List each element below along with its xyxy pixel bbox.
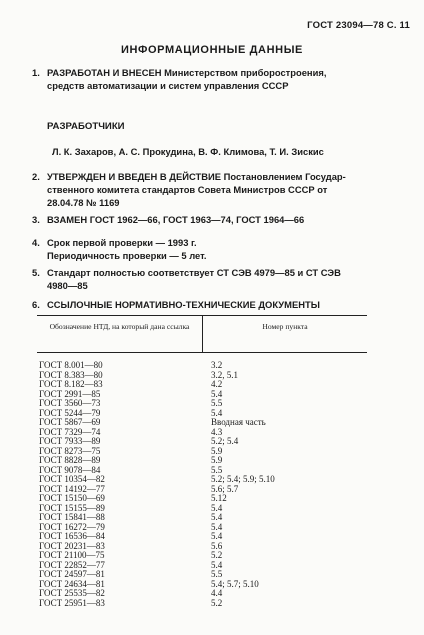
clause-cell: 5.4 xyxy=(211,531,223,541)
clause-cell: 5.4 xyxy=(211,512,223,522)
document-cell: ГОСТ 3560—73 xyxy=(39,398,101,408)
document-cell: ГОСТ 9078—84 xyxy=(39,464,101,475)
item-line: 28.04.78 № 1169 xyxy=(47,197,120,208)
col-header-clause: Номер пункта xyxy=(262,322,308,331)
references-table xyxy=(37,315,367,608)
clause-cell: 5.4 xyxy=(211,407,223,418)
document-cell: ГОСТ 15841—88 xyxy=(39,512,105,522)
clause-cell: 5.5 xyxy=(211,464,223,475)
document-cell: ГОСТ 22852—77 xyxy=(39,559,105,570)
item-line: средств автоматизации и систем управления СССР xyxy=(47,80,289,91)
item-line: Срок первой проверки — 1993 г. xyxy=(47,237,197,248)
clause-cell: 5.2 xyxy=(211,550,223,560)
item-line: Периодичность проверки — 5 лет. xyxy=(47,250,207,261)
item-1 xyxy=(34,66,408,92)
document-cell: ГОСТ 14192—77 xyxy=(39,483,105,494)
clause-cell: 5.4 xyxy=(211,388,223,399)
document-cell: ГОСТ 8828—89 xyxy=(39,455,101,465)
clause-cell: 3.2 xyxy=(211,360,223,370)
clause-cell: 5.12 xyxy=(211,493,227,503)
item-line: ВЗАМЕН ГОСТ 1962—66, ГОСТ 1963—74, ГОСТ 1964—66 xyxy=(47,214,305,225)
document-cell: ГОСТ 2991—85 xyxy=(39,388,101,399)
item-line: Стандарт полностью соответствует СТ СЭВ 4979—85 и СТ СЭВ xyxy=(47,267,341,278)
document-cell: ГОСТ 16536—84 xyxy=(39,531,105,541)
document-cell: ГОСТ 5867—69 xyxy=(39,417,101,427)
document-cell: ГОСТ 8273—75 xyxy=(39,445,101,456)
item-line: 4980—85 xyxy=(47,280,88,291)
clause-cell: 5.4; 5.7; 5.10 xyxy=(211,578,259,589)
clause-cell: 5.6; 5.7 xyxy=(211,483,239,494)
document-cell: ГОСТ 8.001—80 xyxy=(39,360,103,370)
item-4 xyxy=(34,236,408,262)
table-row xyxy=(37,599,367,609)
item-number: 6. xyxy=(32,299,40,310)
document-cell: ГОСТ 5244—79 xyxy=(39,407,101,418)
item-number: 2. xyxy=(32,171,40,182)
item-5 xyxy=(34,266,408,292)
clause-cell: 3.2, 5.1 xyxy=(211,369,238,380)
document-cell: ГОСТ 10354—82 xyxy=(39,474,105,484)
item-line: УТВЕРЖДЕН И ВВЕДЕН В ДЕЙСТВИЕ Постановлением Государ- xyxy=(47,171,346,182)
item-2 xyxy=(34,170,408,209)
item-number: 3. xyxy=(32,214,40,225)
page-header: ГОСТ 23094—78 С. 11 xyxy=(307,20,410,31)
developers-label: РАЗРАБОТЧИКИ xyxy=(47,121,125,132)
clause-cell: 5.4 xyxy=(211,502,223,513)
developers-list: Л. К. Захаров, А. С. Прокудина, В. Ф. Климова, Т. И. Зискис xyxy=(52,146,324,157)
clause-cell: 4.3 xyxy=(211,426,223,437)
document-cell: ГОСТ 24634—81 xyxy=(39,578,105,589)
document-cell: ГОСТ 21100—75 xyxy=(39,550,105,560)
clause-cell: 5.9 xyxy=(211,455,223,465)
col-header-document: Обозначение НТД, на который дана ссылка xyxy=(37,316,203,352)
clause-cell: 5.4 xyxy=(211,521,223,532)
clause-cell: 5.5 xyxy=(211,398,223,408)
document-cell: ГОСТ 15155—89 xyxy=(39,502,105,513)
document-cell: ГОСТ 8.182—83 xyxy=(39,379,103,389)
clause-cell: 5.5 xyxy=(211,569,223,579)
document-cell: ГОСТ 15150—69 xyxy=(39,493,105,503)
document-cell: ГОСТ 24597—81 xyxy=(39,569,105,579)
clause-cell: 5.2; 5.4 xyxy=(211,436,239,446)
item-line: РАЗРАБОТАН И ВНЕСЕН Министерством приборостроения, xyxy=(47,67,327,78)
clause-cell: 4.2 xyxy=(211,379,223,389)
document-cell: ГОСТ 8.383—80 xyxy=(39,369,103,380)
clause-cell: 5.4 xyxy=(211,559,223,570)
document-cell: ГОСТ 16272—79 xyxy=(39,521,105,532)
clause-cell: 5.9 xyxy=(211,445,223,456)
item-number: 5. xyxy=(32,267,40,278)
table-body xyxy=(37,361,367,608)
section-title: ИНФОРМАЦИОННЫЕ ДАННЫЕ xyxy=(120,44,303,56)
item-line: ССЫЛОЧНЫЕ НОРМАТИВНО-ТЕХНИЧЕСКИЕ ДОКУМЕНТЫ xyxy=(47,299,320,310)
item-number: 1. xyxy=(32,67,40,78)
clause-cell: 5.2; 5.4; 5.9; 5.10 xyxy=(211,474,275,484)
item-line: ственного комитета стандартов Совета Министров СССР от xyxy=(47,184,328,195)
item-number: 4. xyxy=(32,237,40,248)
document-cell: ГОСТ 20231—83 xyxy=(39,540,105,551)
clause-cell: Вводная часть xyxy=(211,417,266,427)
item-3 xyxy=(34,213,408,226)
clause-cell: 5.2 xyxy=(211,597,223,608)
document-cell: ГОСТ 7933—89 xyxy=(39,436,101,446)
document-cell: ГОСТ 7329—74 xyxy=(39,426,101,437)
document-cell: ГОСТ 25535—82 xyxy=(39,588,105,598)
table-header xyxy=(37,315,367,353)
clause-cell: 5.6 xyxy=(211,540,223,551)
clause-cell: 4.4 xyxy=(211,588,223,598)
document-cell: ГОСТ 25951—83 xyxy=(39,597,105,608)
item-6 xyxy=(34,298,408,311)
